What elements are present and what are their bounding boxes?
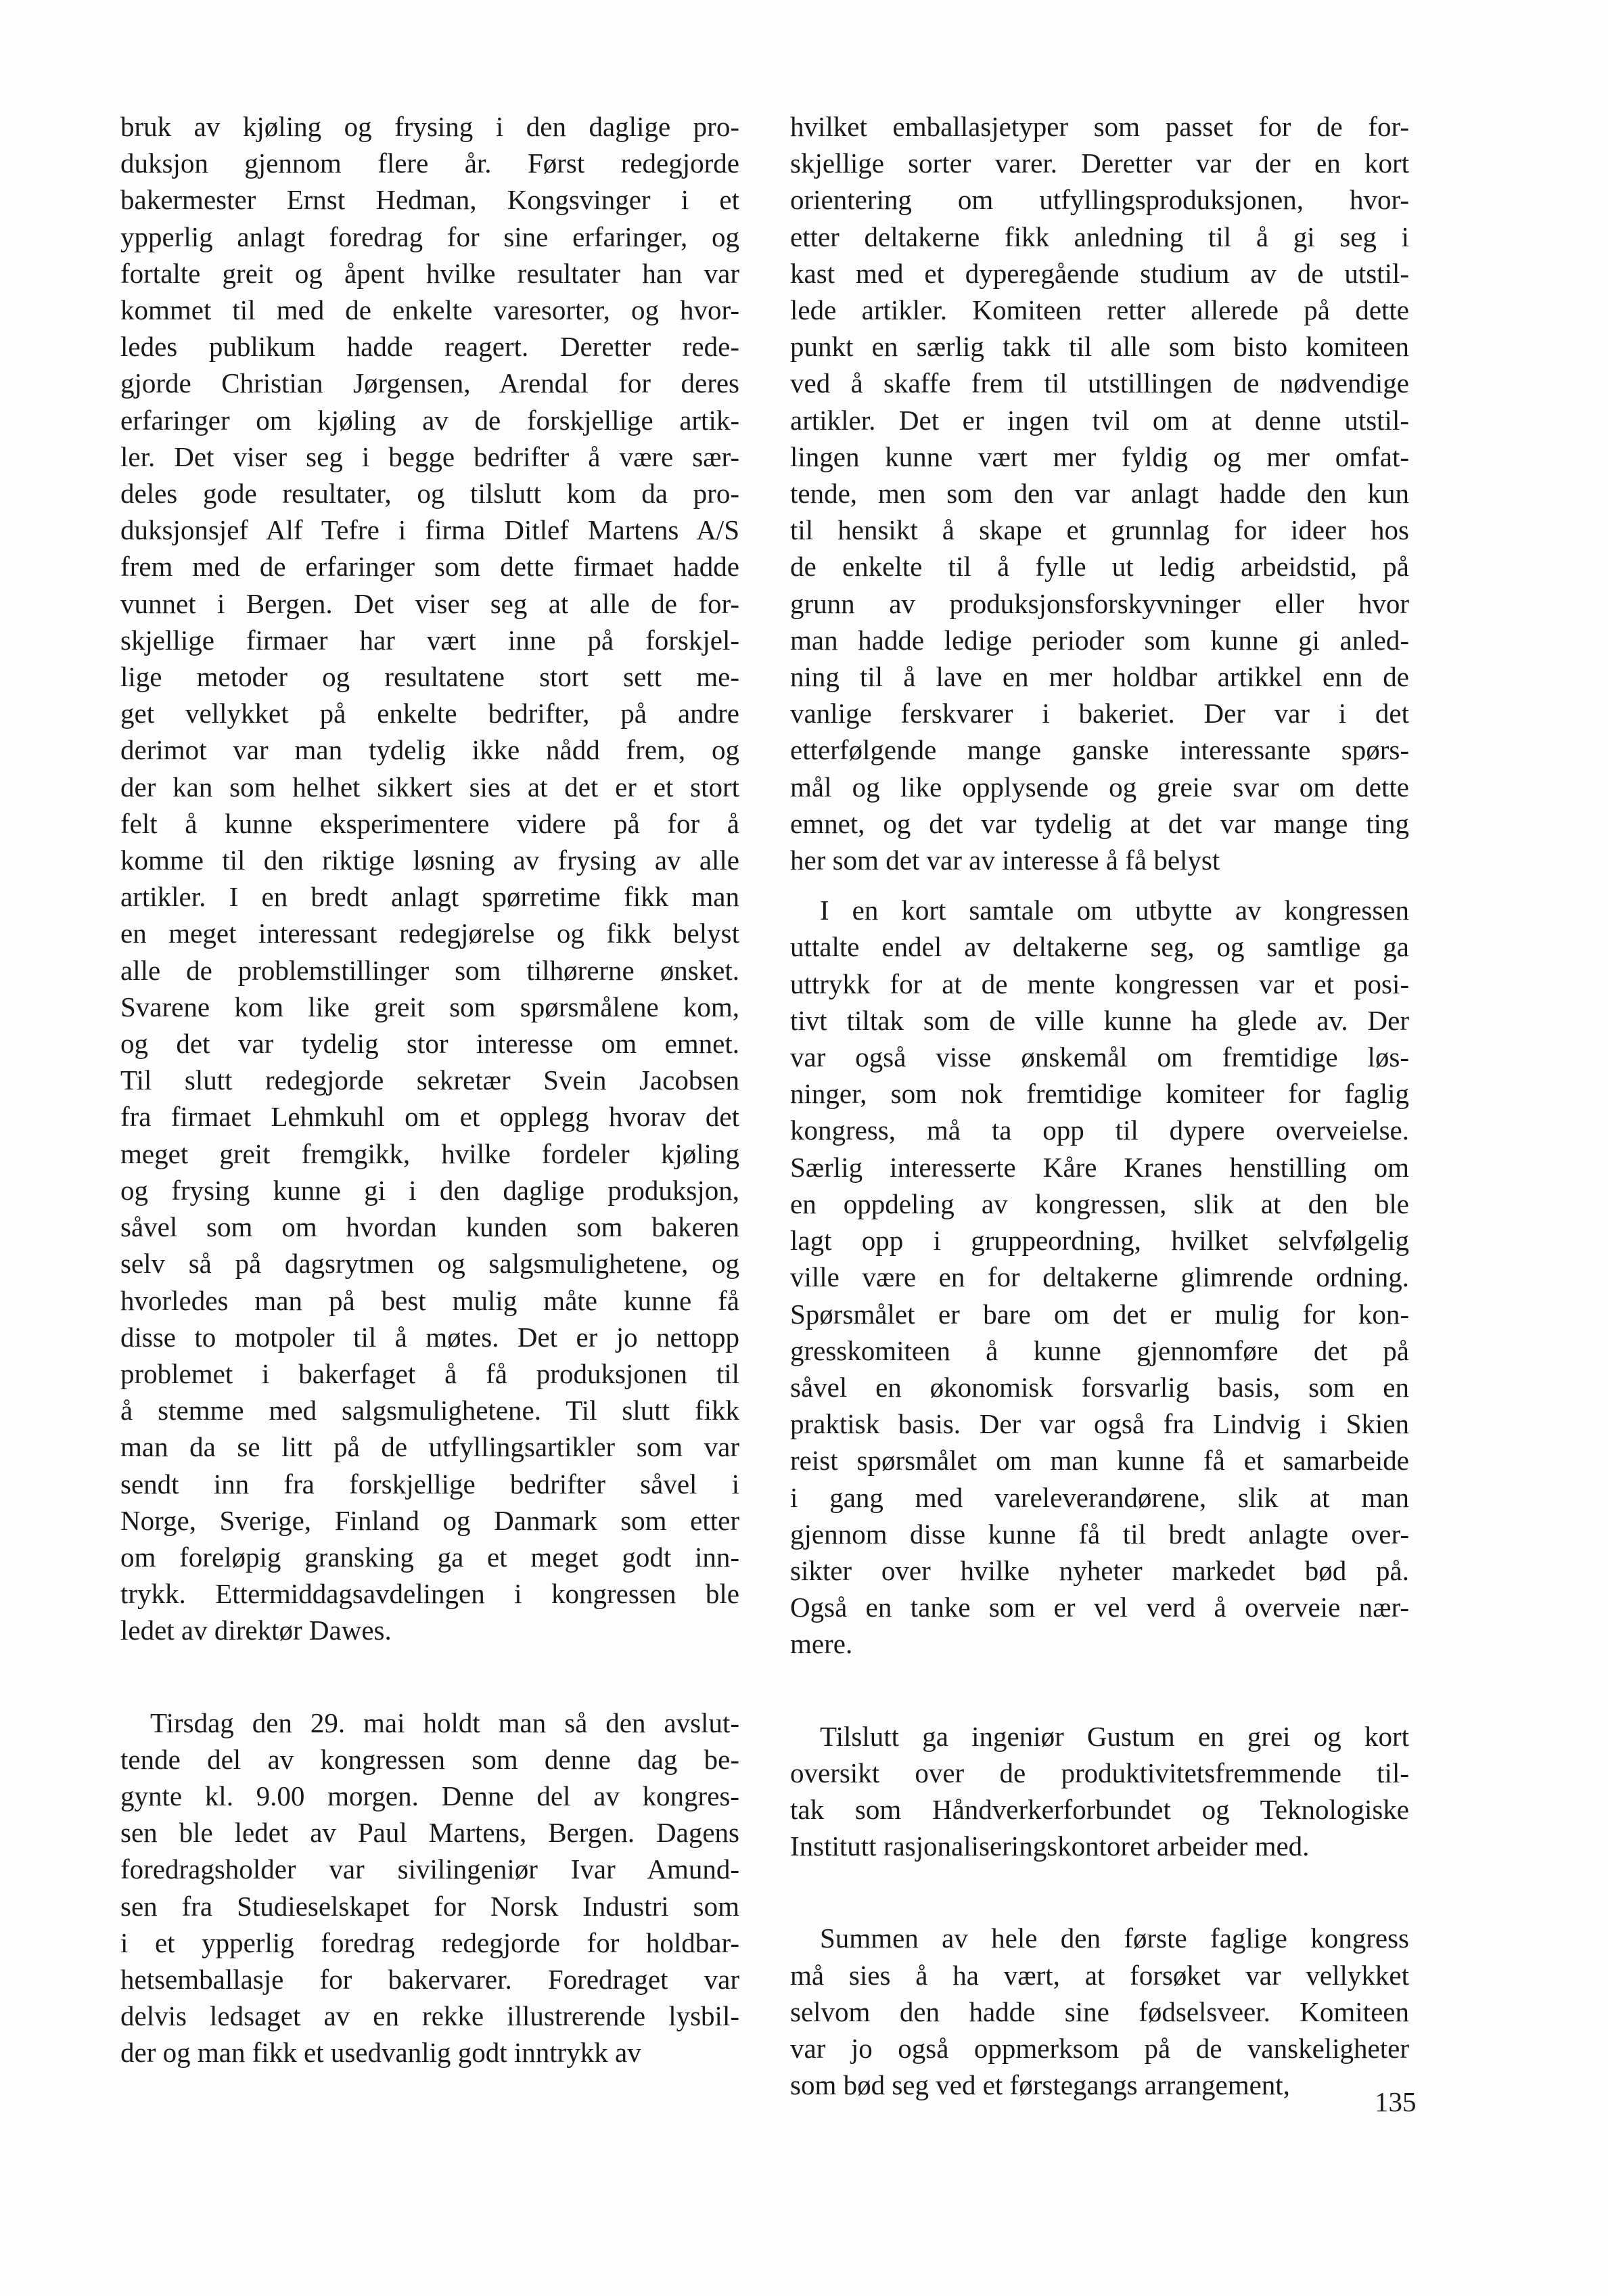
- text-line: som bød seg ved et førstegangs arrangement,: [790, 2069, 1290, 2101]
- text-line: såvel som om hvordan kunden som bakeren: [120, 1211, 739, 1243]
- text-line: alle de problemstillinger som tilhørerne ønsket.: [120, 954, 739, 986]
- text-line: ved å skaffe frem til utstillingen de nødvendige: [790, 367, 1409, 399]
- text-line: derimot var man tydelig ikke nådd frem, og: [120, 734, 739, 766]
- text-line: mere.: [790, 1628, 853, 1660]
- text-line: man da se litt på de utfyllingsartikler som var: [120, 1431, 739, 1463]
- text-line: Tilslutt ga ingeniør Gustum en grei og kort: [820, 1720, 1409, 1752]
- text-line: Institutt rasjonaliseringskontoret arbeider med.: [790, 1830, 1310, 1862]
- text-line: orientering om utfyllingsproduksjonen, hvor-: [790, 184, 1409, 216]
- text-line: lagt opp i gruppeordning, hvilket selvfølgelig: [790, 1225, 1409, 1257]
- text-line: bakermester Ernst Hedman, Kongsvinger i et: [120, 184, 739, 216]
- right-paragraph-3: [790, 1718, 1409, 1865]
- text-line: ler. Det viser seg i begge bedrifter å være sær-: [120, 441, 739, 472]
- text-line: oversikt over de produktivitetsfremmende til-: [790, 1757, 1409, 1788]
- text-line: artikler. I en bredt anlagt spørretime fikk man: [120, 881, 739, 913]
- text-line: tende del av kongressen som denne dag be-: [120, 1743, 739, 1775]
- text-line: gjennom disse kunne få til bredt anlagte over-: [790, 1518, 1409, 1550]
- paragraph-gap: [790, 878, 1409, 892]
- text-line: om foreløpig gransking ga et meget godt inn-: [120, 1541, 739, 1573]
- right-paragraph-2: [790, 892, 1409, 1662]
- text-line: i gang med vareleverandørene, slik at man: [790, 1481, 1409, 1513]
- text-line: frem med de erfaringer som dette firmaet hadde: [120, 551, 739, 583]
- text-line: uttrykk for at de mente kongressen var et posi-: [790, 968, 1409, 999]
- text-line: sen fra Studieselskapet for Norsk Industri som: [120, 1890, 739, 1922]
- text-line: disse to motpoler til å møtes. Det er jo nettopp: [120, 1321, 739, 1353]
- text-line: get vellykket på enkelte bedrifter, på andre: [120, 698, 739, 729]
- left-paragraph-1: [120, 108, 739, 1649]
- text-line: trykk. Ettermiddagsavdelingen i kongressen ble: [120, 1578, 739, 1610]
- text-line: komme til den riktige løsning av frysing av alle: [120, 845, 739, 876]
- page-number: 135: [1375, 2086, 1417, 2117]
- paragraph-gap: [120, 1649, 739, 1705]
- text-line: erfaringer om kjøling av de forskjellige artik-: [120, 404, 739, 436]
- text-line: ville være en for deltakerne glimrende ordning.: [790, 1261, 1409, 1293]
- text-line: grunn av produksjonsforskyvninger eller hvor: [790, 587, 1409, 619]
- text-line: etter deltakerne fikk anledning til å gi seg i: [790, 221, 1409, 252]
- text-line: Også en tanke som er vel verd å overveie nær-: [790, 1592, 1409, 1623]
- text-line: praktisk basis. Der var også fra Lindvig i Skien: [790, 1408, 1409, 1440]
- text-line: vunnet i Bergen. Det viser seg at alle de for-: [120, 587, 739, 619]
- text-line: etterfølgende mange ganske interessante spørs-: [790, 734, 1409, 766]
- text-line: emnet, og det var tydelig at det var mange ting: [790, 807, 1409, 839]
- text-line: I en kort samtale om utbytte av kongressen: [820, 895, 1409, 926]
- text-line: en meget interessant redegjørelse og fikk belyst: [120, 918, 739, 949]
- text-line: i et ypperlig foredrag redegjorde for holdbar-: [120, 1927, 739, 1958]
- paragraph-gap: [790, 1864, 1409, 1920]
- text-line: lede artikler. Komiteen retter allerede på dette: [790, 294, 1409, 326]
- text-line: var jo også oppmerksom på de vanskeligheter: [790, 2032, 1409, 2064]
- text-line: problemet i bakerfaget å få produksjonen til: [120, 1357, 739, 1389]
- text-line: Spørsmålet er bare om det er mulig for kon-: [790, 1298, 1409, 1330]
- left-paragraph-2: [120, 1705, 739, 2071]
- text-line: punkt en særlig takk til alle som bisto komiteen: [790, 331, 1409, 363]
- text-line: de enkelte til å fylle ut ledig arbeidstid, på: [790, 551, 1409, 583]
- text-line: duksjonsjef Alf Tefre i firma Ditlef Martens A/S: [120, 514, 739, 546]
- text-line: skjellige sorter varer. Deretter var der en kort: [790, 148, 1409, 179]
- text-line: gresskomiteen å kunne gjennomføre det på: [790, 1334, 1409, 1366]
- text-line: tivt tiltak som de ville kunne ha glede av. Der: [790, 1004, 1409, 1036]
- text-line: må sies å ha vært, at forsøket var vellykket: [790, 1959, 1409, 1991]
- text-line: var også visse ønskemål om fremtidige løs-: [790, 1041, 1409, 1073]
- text-line: artikler. Det er ingen tvil om at denne utstil-: [790, 404, 1409, 436]
- text-line: duksjon gjennom flere år. Først redegjorde: [120, 148, 739, 179]
- text-line: såvel en økonomisk forsvarlig basis, som en: [790, 1371, 1409, 1403]
- text-line: hetsemballasje for bakervarer. Foredraget var: [120, 1963, 739, 1995]
- text-line: sendt inn fra forskjellige bedrifter såvel i: [120, 1468, 739, 1500]
- text-line: sen ble ledet av Paul Martens, Bergen. Dagens: [120, 1817, 739, 1849]
- text-line: gjorde Christian Jørgensen, Arendal for deres: [120, 367, 739, 399]
- text-line: Tirsdag den 29. mai holdt man så den avslut-: [150, 1707, 739, 1738]
- text-line: selv så på dagsrytmen og salgsmulighetene, og: [120, 1248, 739, 1280]
- text-line: til hensikt å skape et grunnlag for ideer hos: [790, 514, 1409, 546]
- right-paragraph-4: [790, 1920, 1409, 2103]
- text-line: lingen kunne vært mer fyldig og mer omfat-: [790, 441, 1409, 472]
- text-line: gynte kl. 9.00 morgen. Denne del av kongres-: [120, 1780, 739, 1811]
- text-line: uttalte endel av deltakerne seg, og samtlige ga: [790, 931, 1409, 963]
- text-line: Særlig interesserte Kåre Kranes henstilling om: [790, 1151, 1409, 1183]
- text-line: sikter over hvilke nyheter markedet bød på.: [790, 1554, 1409, 1586]
- right-column: [790, 108, 1409, 2103]
- text-line: kongress, må ta opp til dypere overveielse.: [790, 1115, 1409, 1146]
- text-line: vanlige ferskvarer i bakeriet. Der var i det: [790, 698, 1409, 729]
- text-line: kast med et dyperegående studium av de utstil-: [790, 257, 1409, 289]
- text-line: Til slutt redegjorde sekretær Svein Jacobsen: [120, 1064, 739, 1096]
- text-line: her som det var av interesse å få belyst: [790, 845, 1220, 876]
- text-line: bruk av kjøling og frysing i den daglige pro-: [120, 111, 739, 142]
- text-line: ninger, som nok fremtidige komiteer for faglig: [790, 1078, 1409, 1110]
- text-line: ledes publikum hadde reagert. Deretter rede-: [120, 331, 739, 363]
- text-line: fortalte greit og åpent hvilke resultater han var: [120, 257, 739, 289]
- text-line: tende, men som den var anlagt hadde den kun: [790, 478, 1409, 510]
- text-line: der kan som helhet sikkert sies at det er et stort: [120, 771, 739, 803]
- text-line: fra firmaet Lehmkuhl om et opplegg hvorav det: [120, 1101, 739, 1133]
- text-line: felt å kunne eksperimentere videre på for å: [120, 807, 739, 839]
- paragraph-gap: [790, 1663, 1409, 1718]
- text-line: man hadde ledige perioder som kunne gi anled-: [790, 624, 1409, 656]
- text-line: selvom den hadde sine fødselsveer. Komiteen: [790, 1996, 1409, 2027]
- text-line: skjellige firmaer har vært inne på forskjel-: [120, 624, 739, 656]
- text-line: hvorledes man på best mulig måte kunne få: [120, 1284, 739, 1316]
- text-line: deles gode resultater, og tilslutt kom da pro-: [120, 478, 739, 510]
- text-line: ning til å lave en mer holdbar artikkel enn de: [790, 661, 1409, 693]
- text-line: Norge, Sverige, Finland og Danmark som etter: [120, 1504, 739, 1536]
- text-line: delvis ledsaget av en rekke illustrerende lysbil-: [120, 2000, 739, 2032]
- text-line: lige metoder og resultatene stort sett me-: [120, 661, 739, 693]
- text-line: kommet til med de enkelte varesorter, og hvor-: [120, 294, 739, 326]
- text-line: Summen av hele den første faglige kongress: [820, 1922, 1409, 1954]
- text-line: ypperlig anlagt foredrag for sine erfaringer, og: [120, 221, 739, 252]
- text-line: der og man fikk et usedvanlig godt inntrykk av: [120, 2037, 641, 2069]
- text-line: foredragsholder var sivilingeniør Ivar Amund-: [120, 1853, 739, 1885]
- text-line: Svarene kom like greit som spørsmålene kom,: [120, 991, 739, 1022]
- text-line: tak som Håndverkerforbundet og Teknologiske: [790, 1793, 1409, 1825]
- text-line: og frysing kunne gi i den daglige produksjon,: [120, 1174, 739, 1206]
- text-line: reist spørsmålet om man kunne få et samarbeide: [790, 1445, 1409, 1477]
- text-line: å stemme med salgsmulighetene. Til slutt fikk: [120, 1395, 739, 1426]
- text-line: en oppdeling av kongressen, slik at den ble: [790, 1188, 1409, 1219]
- text-line: og det var tydelig stor interesse om emnet.: [120, 1028, 739, 1060]
- right-paragraph-1: [790, 108, 1409, 878]
- text-line: ledet av direktør Dawes.: [120, 1615, 392, 1646]
- left-column: [120, 108, 739, 2071]
- text-line: mål og like opplysende og greie svar om dette: [790, 771, 1409, 803]
- text-line: meget greit fremgikk, hvilke fordeler kjøling: [120, 1138, 739, 1169]
- text-line: hvilket emballasjetyper som passet for de for-: [790, 111, 1409, 142]
